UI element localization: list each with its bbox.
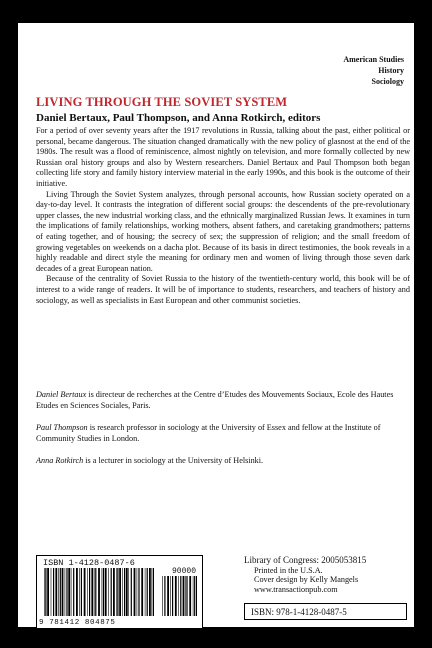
- description-paragraph: Because of the centrality of Soviet Russia to the history of the twentieth-century world, this book will be of interest to a wide range of readers. It will be of importance to students, researchers, and teachers of history and sociology, as well as specialists in East European and other communist societies.: [36, 274, 410, 305]
- description-paragraph: For a period of over seventy years after the 1917 revolutions in Russia, talking about the past, either political or personal, became dangerous. The situation changed dramatically with the new policy of glasnost at the end of the 1980s. The result was a flood of reminiscence, almost nightly on television, and more formally collected by new Russian oral history groups and also by Western researchers. Daniel Bertaux and Paul Thompson both began collecting life story and family history interview material in the early 1990s, and this book is the outcome of their initiative.: [36, 126, 410, 188]
- bio-name: Paul Thompson: [36, 423, 88, 433]
- back-cover: [18, 23, 414, 627]
- bio-text: is a lecturer in sociology at the University of Helsinki.: [83, 456, 264, 466]
- bio-text: is research professor in sociology at the University of Essex and fellow at the Institute of Community Studies in London.: [36, 423, 381, 443]
- subject-categories: [343, 54, 404, 87]
- library-of-congress: Library of Congress: 2005053815: [244, 555, 367, 565]
- book-title: LIVING THROUGH THE SOVIET SYSTEM: [36, 95, 288, 109]
- barcode-bars-icon: [43, 568, 155, 616]
- editor-bios: [36, 390, 410, 479]
- bio-bertaux: [36, 390, 410, 411]
- isbn13-box: ISBN: 978-1-4128-0487-5: [244, 603, 407, 620]
- bio-text: is directeur de recherches at the Centre d’Etudes des Mouvements Sociaux, Ecole des Hautes Etudes en Sciences Sociales, Paris.: [36, 390, 394, 410]
- isbn-barcode: [36, 555, 203, 629]
- barcode-price-code: 90000: [171, 567, 196, 576]
- subject-sociology: Sociology: [371, 77, 404, 86]
- publication-info: [244, 556, 366, 594]
- book-editors: Daniel Bertaux, Paul Thompson, and Anna Rotkirch, editors: [36, 112, 321, 124]
- description-paragraph: Living Through the Soviet System analyzes, through personal accounts, how Russian society operated on a day-to-day level. It contrasts the integration of different social groups: the descendents of the pre-revolutionary upper classes, the new industrial working class, and the ethnically marginalized Russian Jews. It examines in turn the implications of family relationships, working mothers, absent fathers, and caretaking grandmothers; patterns of eating together, and of housing; the secrecy of sex; the suppression of religion; and the small freedom of growing vegetables on weekends on a dacha plot. Because of its basis in direct testimonies, the book reveals in a highly readable and direct style the meaning for ordinary men and women of living through those seven dark decades of a great European nation.: [36, 189, 410, 273]
- barcode-digits: 9 781412 804875: [39, 619, 116, 627]
- publisher-url: www.transactionpub.com: [254, 584, 338, 594]
- bio-name: Daniel Bertaux: [36, 390, 87, 399]
- cover-design: Cover design by Kelly Mangels: [254, 575, 359, 585]
- bio-rotkirch: [36, 456, 410, 467]
- bio-thompson: [36, 423, 410, 444]
- subject-american-studies: American Studies: [343, 55, 404, 64]
- bio-name: Anna Rotkirch: [36, 456, 84, 466]
- description: [36, 126, 410, 306]
- subject-history: History: [378, 66, 404, 75]
- barcode-isbn-label: ISBN 1-4128-0487-6: [43, 558, 135, 568]
- printed-in: Printed in the U.S.A.: [254, 565, 323, 575]
- barcode-addon-bars-icon: [161, 576, 197, 616]
